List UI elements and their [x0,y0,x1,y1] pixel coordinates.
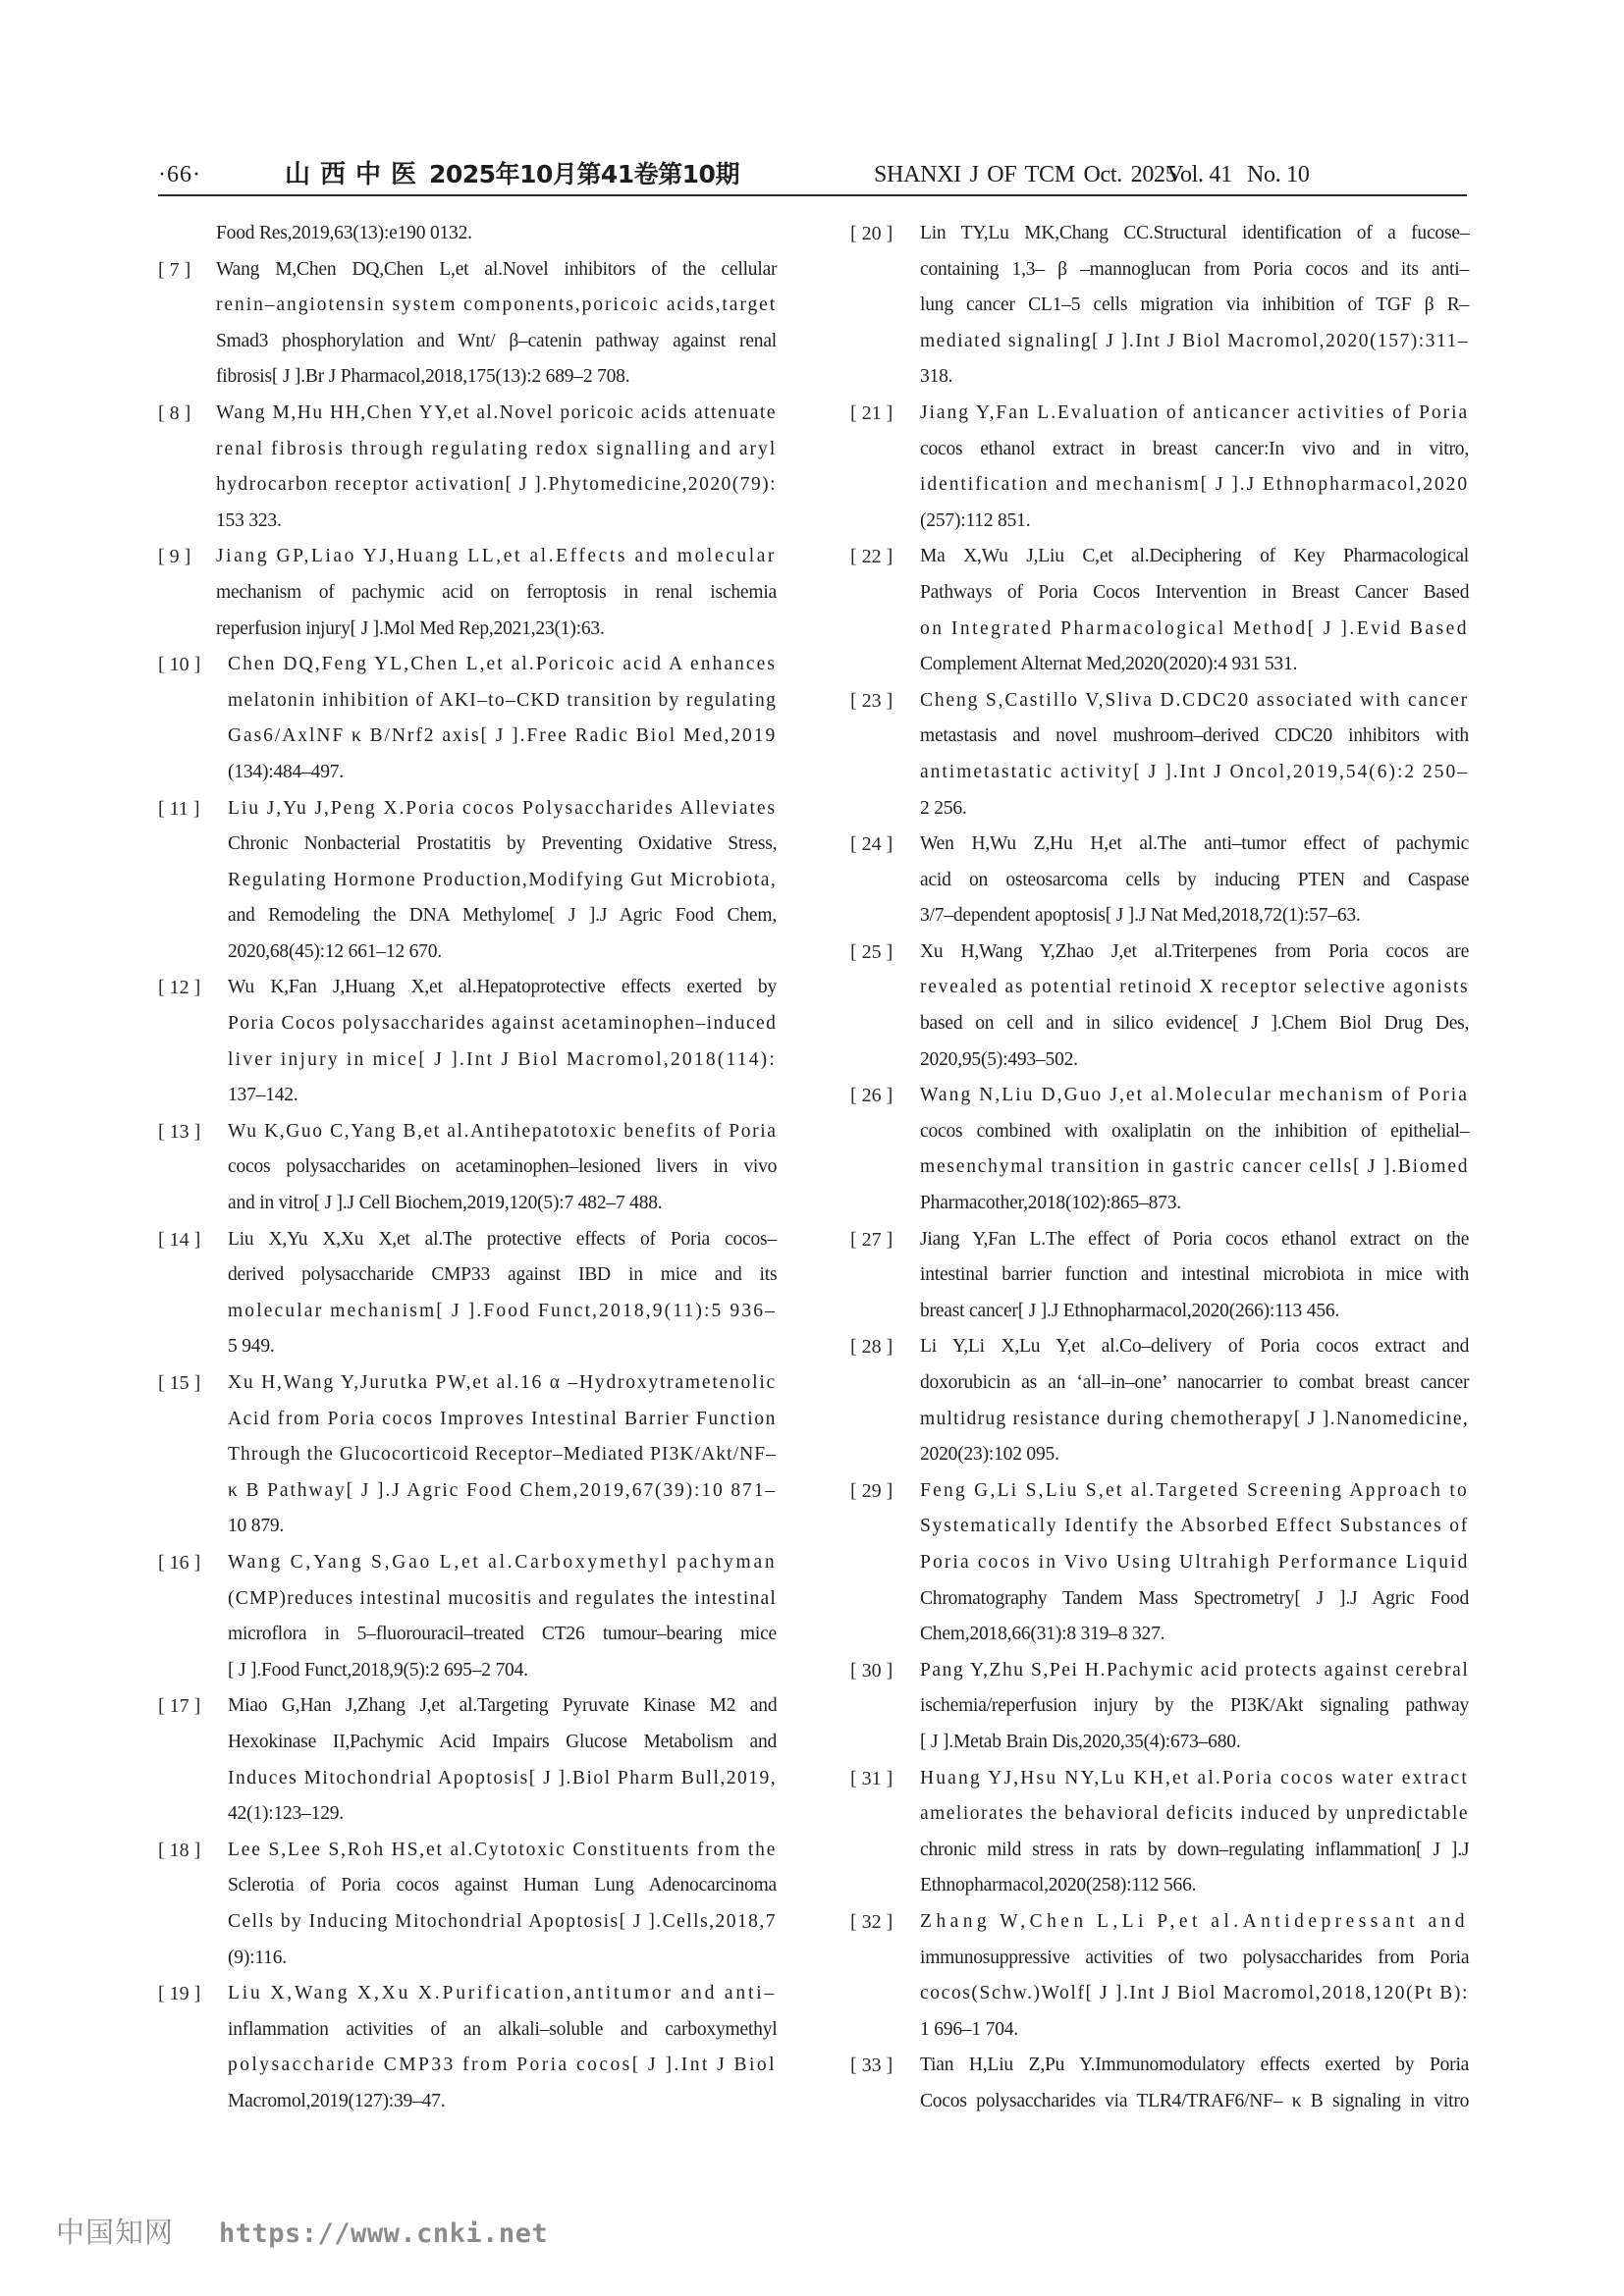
reference-entry [850,1222,1469,1330]
reference-text [228,1833,777,1976]
reference-number: [ 13 ] [158,1120,201,1143]
reference-text [920,1653,1469,1761]
reference-entry [158,252,777,396]
reference-line: antimetastatic activity[ J ].Int J Oncol,2019,54(6):2 250– [920,761,1469,782]
reference-text [216,396,777,539]
reference-line: reperfusion injury[ J ].Mol Med Rep,2021,23(1):63. [216,617,605,639]
reference-text [920,396,1469,539]
reference-number: [ 30 ] [850,1659,893,1682]
reference-line: Lee S,Lee S,Roh HS,et al.Cytotoxic Constituents from the [228,1839,778,1860]
reference-number: [ 19 ] [158,1983,201,2005]
reference-line: hydrocarbon receptor activation[ J ].Phytomedicine,2020(79): [216,474,778,496]
reference-entry [158,1545,777,1688]
reference-entry [850,396,1469,539]
reference-line: Liu X,Wang X,Xu X.Purification,antitumor and anti– [228,1983,778,2004]
reference-number: [ 16 ] [158,1551,201,1574]
reference-number: [ 17 ] [158,1695,201,1718]
reference-number: [ 32 ] [850,1910,893,1933]
reference-line: microflora in 5–fluorouracil–treated CT26 tumour–bearing mice [228,1624,777,1645]
reference-line: Ethnopharmacol,2020(258):112 566. [920,1875,1197,1896]
reference-line: Wang C,Yang S,Gao L,et al.Carboxymethyl pachyman [228,1551,778,1573]
reference-line: [ J ].Metab Brain Dis,2020,35(4):673–680. [920,1731,1241,1752]
reference-number: [ 7 ] [158,258,191,281]
reference-line: Liu X,Yu X,Xu X,et al.The protective effects of Poria cocos– [228,1228,777,1250]
reference-line: ischemia/reperfusion injury by the PI3K/Akt signaling pathway [920,1695,1469,1717]
references-left-column [158,216,777,2119]
reference-number: [ 31 ] [850,1767,893,1789]
reference-number: [ 20 ] [850,223,893,244]
reference-line: on Integrated Pharmacological Method[ J ].Evid Based [920,617,1470,639]
reference-line: lung cancer CL1–5 cells migration via inhibition of TGF β R– [920,294,1470,316]
reference-line: Cheng S,Castillo V,Sliva D.CDC20 associated with cancer [920,689,1469,711]
reference-number: [ 28 ] [850,1336,893,1359]
reference-number: [ 25 ] [850,940,893,963]
reference-number: [ 29 ] [850,1479,893,1502]
reference-line: Xu H,Wang Y,Jurutka PW,et al.16 α –Hydroxytrametenolic [228,1372,777,1393]
reference-number: [ 11 ] [158,797,200,820]
reference-line: Wu K,Fan J,Huang X,et al.Hepatoprotective effects exerted by [228,977,777,998]
reference-line: Wang M,Chen DQ,Chen L,et al.Novel inhibitors of the cellular [216,258,778,280]
reference-text [228,1976,777,2119]
reference-line: doxorubicin as an ‘all–in–one’ nanocarrier to combat breast cancer [920,1372,1470,1393]
reference-line: Pang Y,Zhu S,Pei H.Pachymic acid protects against cerebral [920,1659,1470,1681]
reference-entry [850,827,1469,934]
reference-number: [ 21 ] [850,401,893,424]
reference-entry [850,539,1469,682]
reference-line: Jiang Y,Fan L.The effect of Poria cocos ethanol extract on the [920,1228,1470,1250]
reference-line: and in vitro[ J ].J Cell Biochem,2019,120(5):7 482–7 488. [228,1193,663,1214]
reference-line: cocos polysaccharides on acetaminophen–lesioned livers in vivo [228,1156,778,1178]
reference-text [920,1078,1469,1221]
reference-line: 2020(23):102 095. [920,1444,1059,1466]
reference-line: (257):112 851. [920,509,1031,531]
reference-entry [850,2048,1469,2119]
reference-line: renal fibrosis through regulating redox signalling and aryl [216,438,778,459]
reference-line: Wang N,Liu D,Guo J,et al.Molecular mechanism of Poria [920,1085,1469,1106]
reference-line: metastasis and novel mushroom–derived CDC20 inhibitors with [920,725,1469,747]
reference-line: Jiang Y,Fan L.Evaluation of anticancer activities of Poria [920,401,1470,423]
reference-line: Li Y,Li X,Lu Y,et al.Co–delivery of Poria cocos extract and [920,1336,1470,1358]
reference-line: mediated signaling[ J ].Int J Biol Macromol,2020(157):311– [920,330,1469,351]
reference-text [920,1761,1469,1904]
references-right-column [850,216,1469,2119]
reference-line: Gas6/AxlNF κ B/Nrf2 axis[ J ].Free Radic Biol Med,2019 [228,725,778,747]
reference-line: Induces Mitochondrial Apoptosis[ J ].Biol Pharm Bull,2019, [228,1767,778,1789]
reference-line: Chen DQ,Feng YL,Chen L,et al.Poricoic acid A enhances [228,654,777,675]
reference-text [228,1222,777,1365]
reference-text [920,827,1469,934]
reference-line: 153 323. [216,509,282,531]
reference-line: Through the Glucocorticoid Receptor–Mediated PI3K/Akt/NF– [228,1444,777,1466]
watermark-site-name: 中国知网 [56,2216,175,2249]
reference-text [228,1114,777,1222]
reference-text [920,216,1469,396]
issue-info-cn: 2025年10月第41卷第10期 [429,160,739,188]
reference-number: [ 27 ] [850,1228,893,1251]
running-header [158,157,1467,196]
reference-line: Wen H,Wu Z,Hu H,et al.The anti–tumor effect of pachymic [920,833,1470,855]
reference-text [228,1365,777,1545]
reference-number: [ 8 ] [158,401,191,424]
reference-line: fibrosis[ J ].Br J Pharmacol,2018,175(13):2 689–2 708. [216,366,630,388]
reference-number: [ 15 ] [158,1372,201,1394]
reference-line: ameliorates the behavioral deficits induced by unpredictable [920,1803,1469,1825]
cnki-watermark [56,2211,548,2251]
reference-line: and Remodeling the DNA Methylome[ J ].J Agric Food Chem, [228,905,777,927]
reference-entry [158,970,777,1113]
reference-text [228,970,777,1113]
volume: Vol. 41 [1166,162,1232,187]
reference-entry [158,1365,777,1545]
reference-line: Cells by Inducing Mitochondrial Apoptosis[ J ].Cells,2018,7 [228,1910,777,1932]
reference-number: [ 10 ] [158,654,201,676]
reference-line: Xu H,Wang Y,Zhao J,et al.Triterpenes from Poria cocos are [920,940,1470,962]
reference-text [920,1473,1469,1653]
reference-line: cocos combined with oxaliplatin on the inhibition of epithelial– [920,1120,1470,1142]
reference-text [920,1329,1469,1472]
reference-text [216,252,777,396]
reference-line: [ J ].Food Funct,2018,9(5):2 695–2 704. [228,1659,528,1681]
reference-line: multidrug resistance during chemotherapy[ J ].Nanomedicine, [920,1408,1469,1429]
reference-number: [ 23 ] [850,689,893,712]
reference-entry [850,1653,1469,1761]
reference-line: intestinal barrier function and intestinal microbiota in mice with [920,1264,1470,1286]
reference-line: 1 696–1 704. [920,2018,1018,2040]
reference-number: [ 9 ] [158,546,191,568]
reference-number: [ 22 ] [850,546,893,568]
reference-line: Smad3 phosphorylation and Wnt/ β–catenin pathway against renal [216,330,777,351]
reference-line: Sclerotia of Poria cocos against Human Lung Adenocarcinoma [228,1875,777,1896]
reference-line: melatonin inhibition of AKI–to–CKD transition by regulating [228,689,778,711]
reference-line: containing 1,3– β –mannoglucan from Poria cocos and its anti– [920,258,1469,280]
reference-entry [158,539,777,647]
reference-line: cocos ethanol extract in breast cancer:In vivo and in vitro, [920,438,1469,459]
reference-entry [850,1078,1469,1221]
reference-line: Feng G,Li S,Liu S,et al.Targeted Screening Approach to [920,1479,1469,1501]
reference-text [920,683,1469,827]
reference-entry [850,934,1469,1078]
reference-line: revealed as potential retinoid X receptor selective agonists [920,977,1470,998]
reference-line: cocos(Schw.)Wolf[ J ].Int J Biol Macromol,2018,120(Pt B): [920,1983,1469,2004]
reference-entry [850,683,1469,827]
reference-line: Acid from Poria cocos Improves Intestinal Barrier Function [228,1408,777,1429]
reference-text [216,216,777,252]
reference-line: breast cancer[ J ].J Ethnopharmacol,2020(266):113 456. [920,1300,1340,1321]
reference-line: liver injury in mice[ J ].Int J Biol Macromol,2018(114): [228,1048,777,1070]
reference-line: chronic mild stress in rats by down–regulating inflammation[ J ].J [920,1839,1470,1860]
reference-line: immunosuppressive activities of two polysaccharides from Poria [920,1947,1470,1968]
reference-line: polysaccharide CMP33 from Poria cocos[ J ].Int J Biol [228,2055,777,2076]
reference-text [228,1688,777,1832]
reference-line: Wu K,Guo C,Yang B,et al.Antihepatotoxic benefits of Poria [228,1120,778,1142]
reference-entry [158,1976,777,2119]
reference-text [920,2048,1469,2119]
reference-line: 2020,95(5):493–502. [920,1048,1078,1070]
reference-text [228,791,777,971]
reference-entry [850,216,1469,396]
reference-text [920,1904,1469,2048]
journal-name-cn: 山西中医 [285,160,427,189]
reference-line: (9):116. [228,1947,287,1968]
reference-line: Food Res,2019,63(13):e190 0132. [216,223,472,243]
page-number: ·66· [158,162,201,187]
reference-line: based on cell and in silico evidence[ J ].Chem Biol Drug Des, [920,1013,1470,1035]
issue-number: No. 10 [1247,162,1310,187]
reference-line: derived polysaccharide CMP33 against IBD in mice and its [228,1264,778,1286]
watermark-url: https://www.cnki.net [219,2218,549,2249]
reference-line: Poria cocos in Vivo Using Ultrahigh Performance Liquid [920,1551,1470,1573]
reference-entry [158,1833,777,1976]
reference-line: renin–angiotensin system components,poricoic acids,target [216,294,778,316]
reference-line: 10 879. [228,1516,285,1537]
reference-line: 2020,68(45):12 661–12 670. [228,940,442,962]
reference-number: [ 14 ] [158,1228,201,1251]
reference-line: mechanism of pachymic acid on ferroptosis in renal ischemia [216,581,777,603]
reference-number: [ 12 ] [158,977,201,999]
reference-line: 2 256. [920,797,967,819]
reference-line: Tian H,Liu Z,Pu Y.Immunomodulatory effects exerted by Poria [920,2055,1470,2076]
reference-entry [158,396,777,539]
reference-line: Miao G,Han J,Zhang J,et al.Targeting Pyruvate Kinase M2 and [228,1695,778,1717]
reference-line: κ B Pathway[ J ].J Agric Food Chem,2019,67(39):10 871– [228,1479,777,1501]
reference-text [228,647,777,790]
reference-entry [158,791,777,971]
reference-line: Ma X,Wu J,Liu C,et al.Deciphering of Key Pharmacological [920,546,1469,567]
reference-line: Pharmacother,2018(102):865–873. [920,1193,1181,1214]
reference-line: 137–142. [228,1085,298,1106]
reference-line: (CMP)reduces intestinal mucositis and regulates the intestinal [228,1587,777,1609]
reference-entry [158,1688,777,1832]
reference-number: [ 18 ] [158,1839,201,1861]
reference-entry [158,1114,777,1222]
journal-name-en: SHANXI J OF TCM Oct. 2025 [874,162,1177,187]
reference-entry [158,647,777,790]
reference-line: mesenchymal transition in gastric cancer cells[ J ].Biomed [920,1156,1470,1178]
reference-entry [850,1904,1469,2048]
reference-number: [ 33 ] [850,2055,893,2077]
reference-line: Chromatography Tandem Mass Spectrometry[ J ].J Agric Food [920,1587,1469,1609]
reference-text [228,1545,777,1688]
reference-line: Liu J,Yu J,Peng X.Poria cocos Polysaccharides Alleviates [228,797,777,819]
reference-line: Huang YJ,Hsu NY,Lu KH,et al.Poria cocos water extract [920,1767,1469,1789]
reference-text [920,539,1469,682]
reference-line: Poria Cocos polysaccharides against acetaminophen–induced [228,1013,778,1035]
reference-line: Jiang GP,Liao YJ,Huang LL,et al.Effects and molecular [216,546,777,567]
reference-entry [850,1761,1469,1904]
reference-line: Cocos polysaccharides via TLR4/TRAF6/NF– κ B signaling in vitro [920,2090,1470,2111]
reference-line: 3/7–dependent apoptosis[ J ].J Nat Med,2018,72(1):57–63. [920,905,1361,927]
reference-line: Macromol,2019(127):39–47. [228,2090,446,2111]
reference-line: acid on osteosarcoma cells by inducing PTEN and Caspase [920,869,1470,890]
reference-line: inflammation activities of an alkali–soluble and carboxymethyl [228,2018,778,2040]
reference-line: (134):484–497. [228,761,344,782]
reference-line: Systematically Identify the Absorbed Effect Substances of [920,1516,1470,1537]
reference-line: Regulating Hormone Production,Modifying Gut Microbiota, [228,869,778,890]
reference-line: Wang M,Hu HH,Chen YY,et al.Novel poricoic acids attenuate [216,401,777,423]
reference-line: Pathways of Poria Cocos Intervention in Breast Cancer Based [920,581,1470,603]
reference-line: 42(1):123–129. [228,1803,344,1825]
reference-line: Hexokinase II,Pachymic Acid Impairs Glucose Metabolism and [228,1731,778,1752]
reference-number: [ 24 ] [850,833,893,856]
reference-line: Lin TY,Lu MK,Chang CC.Structural identification of a fucose– [920,223,1470,243]
reference-entry [850,1473,1469,1653]
reference-line: molecular mechanism[ J ].Food Funct,2018,9(11):5 936– [228,1300,777,1321]
reference-text [920,1222,1469,1330]
reference-line: Chem,2018,66(31):8 319–8 327. [920,1624,1165,1645]
reference-line: 5 949. [228,1336,275,1358]
reference-line: Zhang W,Chen L,Li P,et al.Antidepressant and [920,1910,1469,1932]
reference-continuation [158,216,777,252]
reference-text [920,934,1469,1078]
reference-line: 318. [920,366,953,388]
reference-entry [158,1222,777,1365]
reference-line: Complement Alternat Med,2020(2020):4 931 531. [920,654,1298,675]
reference-entry [850,1329,1469,1472]
reference-line: Chronic Nonbacterial Prostatitis by Preventing Oxidative Stress, [228,833,778,855]
reference-text [216,539,777,647]
reference-number: [ 26 ] [850,1085,893,1107]
reference-line: identification and mechanism[ J ].J Ethnopharmacol,2020 [920,474,1470,496]
